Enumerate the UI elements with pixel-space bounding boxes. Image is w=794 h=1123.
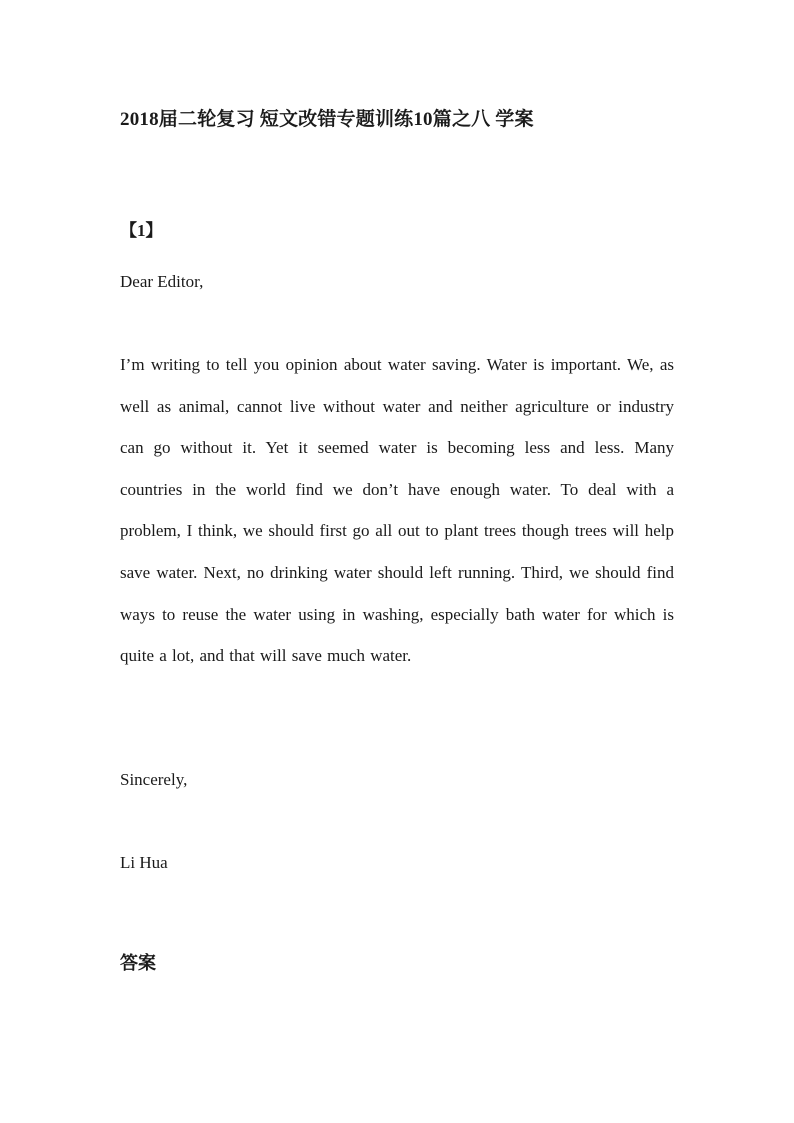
letter-closing: Sincerely, [120,770,188,789]
section-number: 【1】 [120,221,163,240]
document-title: 2018届二轮复习 短文改错专题训练10篇之八 学案 [120,109,534,130]
letter-salutation: Dear Editor, [120,272,204,291]
answer-heading: 答案 [120,953,156,973]
letter-body: I’m writing to tell you opinion about water saving. Water is important. We, as well as animal, cannot live without water and neither agriculture or industry can go without it. Yet it seemed water is becoming less and less. Many countries in the world find we don’t have enough water. To deal with a problem, I think, we should first go all out to plant trees though trees will help save water. Next, no drinking water should left running. Third, we should find ways to reuse the water using in washing, especially bath water for which is quite a lot, and that will save much water. [120,355,674,666]
letter-signature: Li Hua [120,853,168,872]
